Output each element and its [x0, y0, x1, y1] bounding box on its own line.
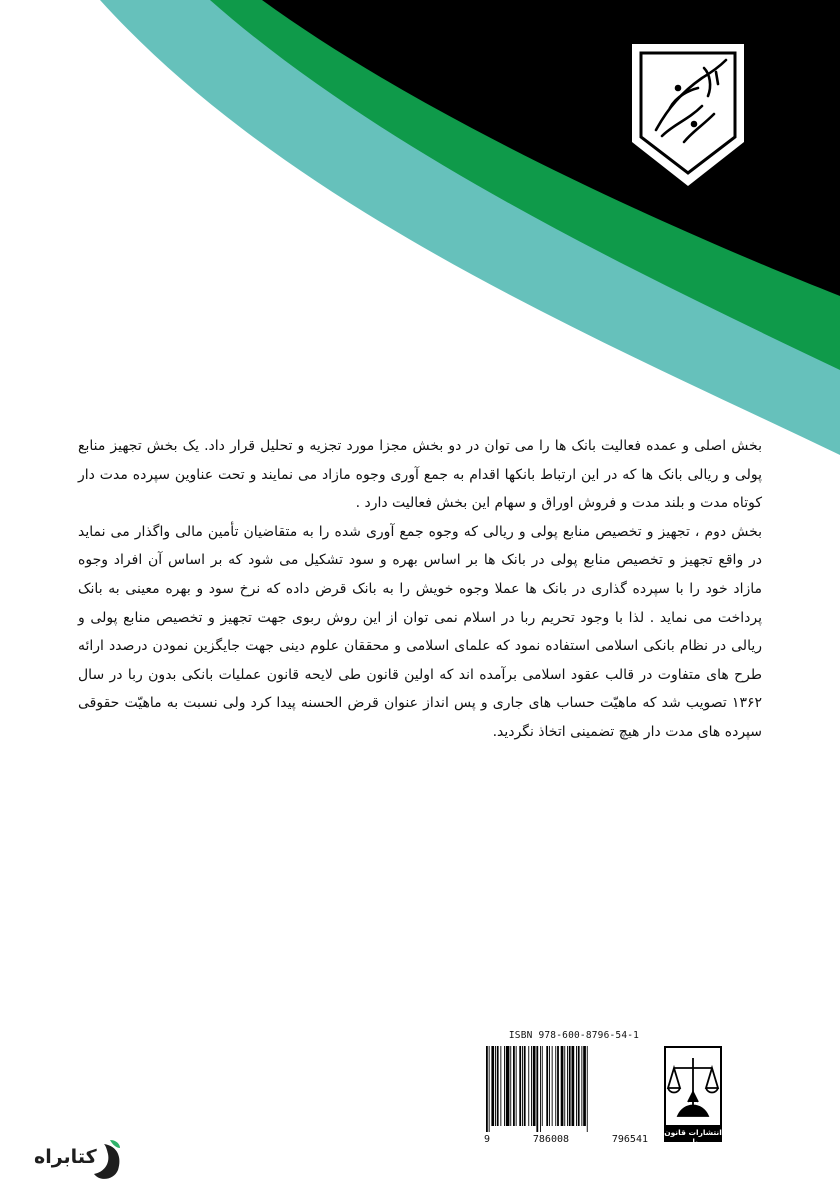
barcode-bar [497, 1046, 499, 1126]
barcode-bar [564, 1046, 565, 1126]
barcode-bar [528, 1046, 529, 1126]
barcode-digits [484, 1134, 648, 1145]
barcode-bar [569, 1046, 571, 1126]
barcode-bar [583, 1046, 586, 1126]
barcode-bar [533, 1046, 536, 1126]
description-paragraph-1: بخش اصلی و عمده فعالیت بانک ها را می توان در دو بخش مجزا مورد تجزیه و تحلیل قرار داد. یک بخش تجهیز منابع پولی و ریالی بانک ها که در این ارتباط بانکها اقدام به جمع آوری وجوه مازاد می نمایند و تحت عناوین سپرده مدت دار کوتاه مدت و بلند مدت و فروش اوراق و سهام این بخش فعالیت دارد . [78, 438, 762, 512]
series-emblem [632, 44, 744, 186]
barcode-bar [578, 1046, 580, 1126]
barcode-bar [506, 1046, 510, 1126]
isbn-label: ISBN 978-600-8796-54-1 [508, 1030, 640, 1041]
barcode-bar [524, 1046, 526, 1126]
barcode-bar [567, 1046, 568, 1126]
barcode-bar [561, 1046, 564, 1126]
barcode-bar [491, 1046, 494, 1126]
barcode-bar [504, 1046, 505, 1126]
barcode-bar [549, 1046, 550, 1126]
description-paragraph-2: بخش دوم ، تجهیز و تخصیص منابع پولی و ریالی که وجوه جمع آوری شده را به متقاضیان تأمین مالی واگذار می نماید در واقع تجهیز و تخصیص منابع پولی در بانک ها بر اساس بهره و سود تشکیل می شود که بر اساس آن افراد وجوه مازاد خود را با سپرده گذاری در بانک ها عملا وجوه خویش را به بانک قرض داده که نرخ سود و بهره معینی به بانک پرداخت می نماید . لذا با وجود تحریم ربا در اسلام نمی توان از این روش ربوی جهت تجهیز و تخصیص منابع پولی و ریالی در نظام بانکی اسلامی استفاده نمود که علمای اسلامی و محققان علوم دینی جهت جایگزین نمودن درصدد ارائه طرح های متفاوت در قالب عقود اسلامی برآمده اند که اولین قانون طی لایحه قانون عملیات بانکی بدون ربا در سال ۱۳۶۲ تصویب شد که ماهیّت حساب های جاری و پس انداز عنوان قرض الحسنه پیدا کرد ولی نسبت به ماهیّت حقوقی سپرده های مدت دار هیچ تضمینی اتخاذ نگردید. [78, 523, 762, 740]
isbn-barcode [484, 1046, 648, 1132]
barcode-digit-right: 796541 [611, 1134, 648, 1145]
barcode-bar [540, 1046, 541, 1132]
barcode-bar [572, 1046, 575, 1126]
barcode-digit-prefix: 9 [484, 1134, 491, 1145]
ketabrah-wordmark: کتابراه [34, 1146, 97, 1168]
barcode-bar [536, 1046, 538, 1132]
barcode-bar [522, 1046, 523, 1126]
barcode-bar [500, 1046, 501, 1126]
barcode-bar [519, 1046, 521, 1126]
barcode-bar [516, 1046, 517, 1126]
barcode-bar [513, 1046, 515, 1126]
barcode-bar [542, 1046, 543, 1126]
back-cover-description [78, 432, 762, 747]
barcode-bar [495, 1046, 496, 1126]
barcode-bar [546, 1046, 548, 1126]
ketabrah-leaf-icon [94, 1144, 119, 1179]
shield-shape [632, 44, 744, 186]
barcode-bar [587, 1046, 588, 1132]
barcode-bar [576, 1046, 577, 1126]
barcode-bar [552, 1046, 553, 1126]
barcode-digit-left: 786008 [532, 1134, 570, 1145]
publisher-name: انتشارات قانون یار [664, 1128, 722, 1146]
barcode-bar [555, 1046, 556, 1126]
barcode-bar [531, 1046, 532, 1126]
barcode-bar [489, 1046, 490, 1132]
barcode-bar [557, 1046, 559, 1126]
barcode-bar [486, 1046, 488, 1132]
barcode-bar [510, 1046, 511, 1126]
barcode-bar [581, 1046, 582, 1126]
